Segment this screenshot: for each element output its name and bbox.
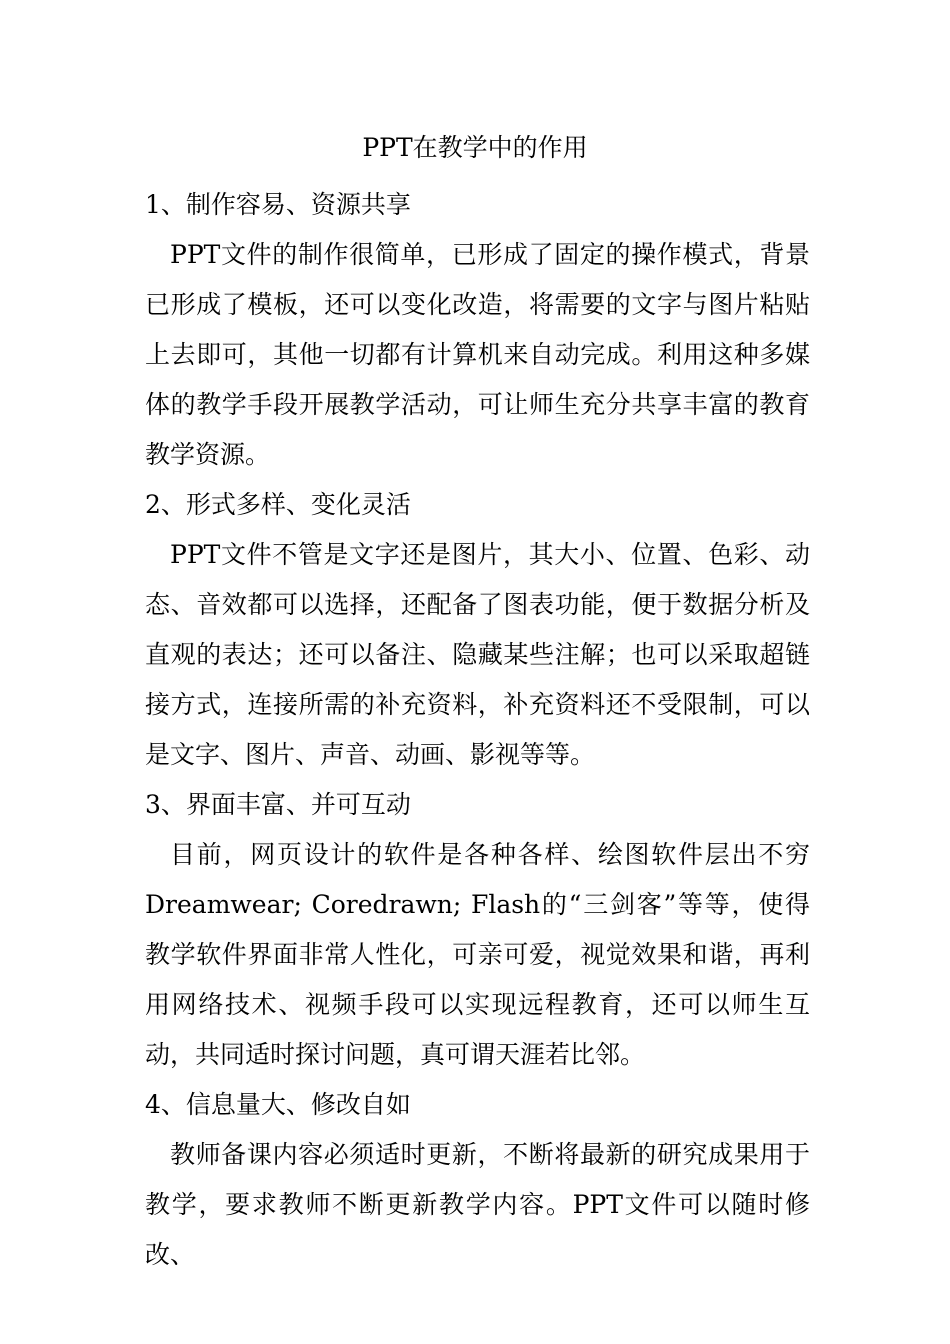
section-paragraph: PPT文件不管是文字还是图片，其大小、位置、色彩、动态、音效都可以选择，还配备了图表功能，便于数据分析及直观的表达；还可以备注、隐藏某些注解；也可以采取超链接方式，连接所需的补充资料，补充资料还不受限制，可以是文字、图片、声音、动画、影视等等。: [145, 540, 810, 769]
section-heading: 3、界面丰富、并可互动: [145, 790, 411, 819]
document-body: [145, 180, 810, 1280]
section-heading: 1、制作容易、资源共享: [145, 190, 411, 219]
section-1: [145, 180, 810, 480]
document-title: PPT在教学中的作用: [362, 133, 588, 162]
section-heading: 2、形式多样、变化灵活: [145, 490, 411, 519]
section-paragraph: 目前，网页设计的软件是各种各样、绘图软件层出不穷Dreamwear; Coredrawn; Flash的“三剑客”等等，使得教学软件界面非常人性化，可亲可爱，视觉效果和谐，再利用网络技术、视频手段可以实现远程教育，还可以师生互动，共同适时探讨问题，真可谓天涯若比邻。: [145, 840, 810, 1069]
section-heading: 4、信息量大、修改自如: [145, 1090, 411, 1119]
section-4: [145, 1080, 810, 1280]
section-2: [145, 480, 810, 780]
section-3: [145, 780, 810, 1080]
section-paragraph: 教师备课内容必须适时更新，不断将最新的研究成果用于教学，要求教师不断更新教学内容。PPT文件可以随时修改、: [145, 1140, 810, 1269]
section-paragraph: PPT文件的制作很简单，已形成了固定的操作模式，背景已形成了模板，还可以变化改造，将需要的文字与图片粘贴上去即可，其他一切都有计算机来自动完成。利用这种多媒体的教学手段开展教学活动，可让师生充分共享丰富的教育教学资源。: [145, 240, 810, 469]
